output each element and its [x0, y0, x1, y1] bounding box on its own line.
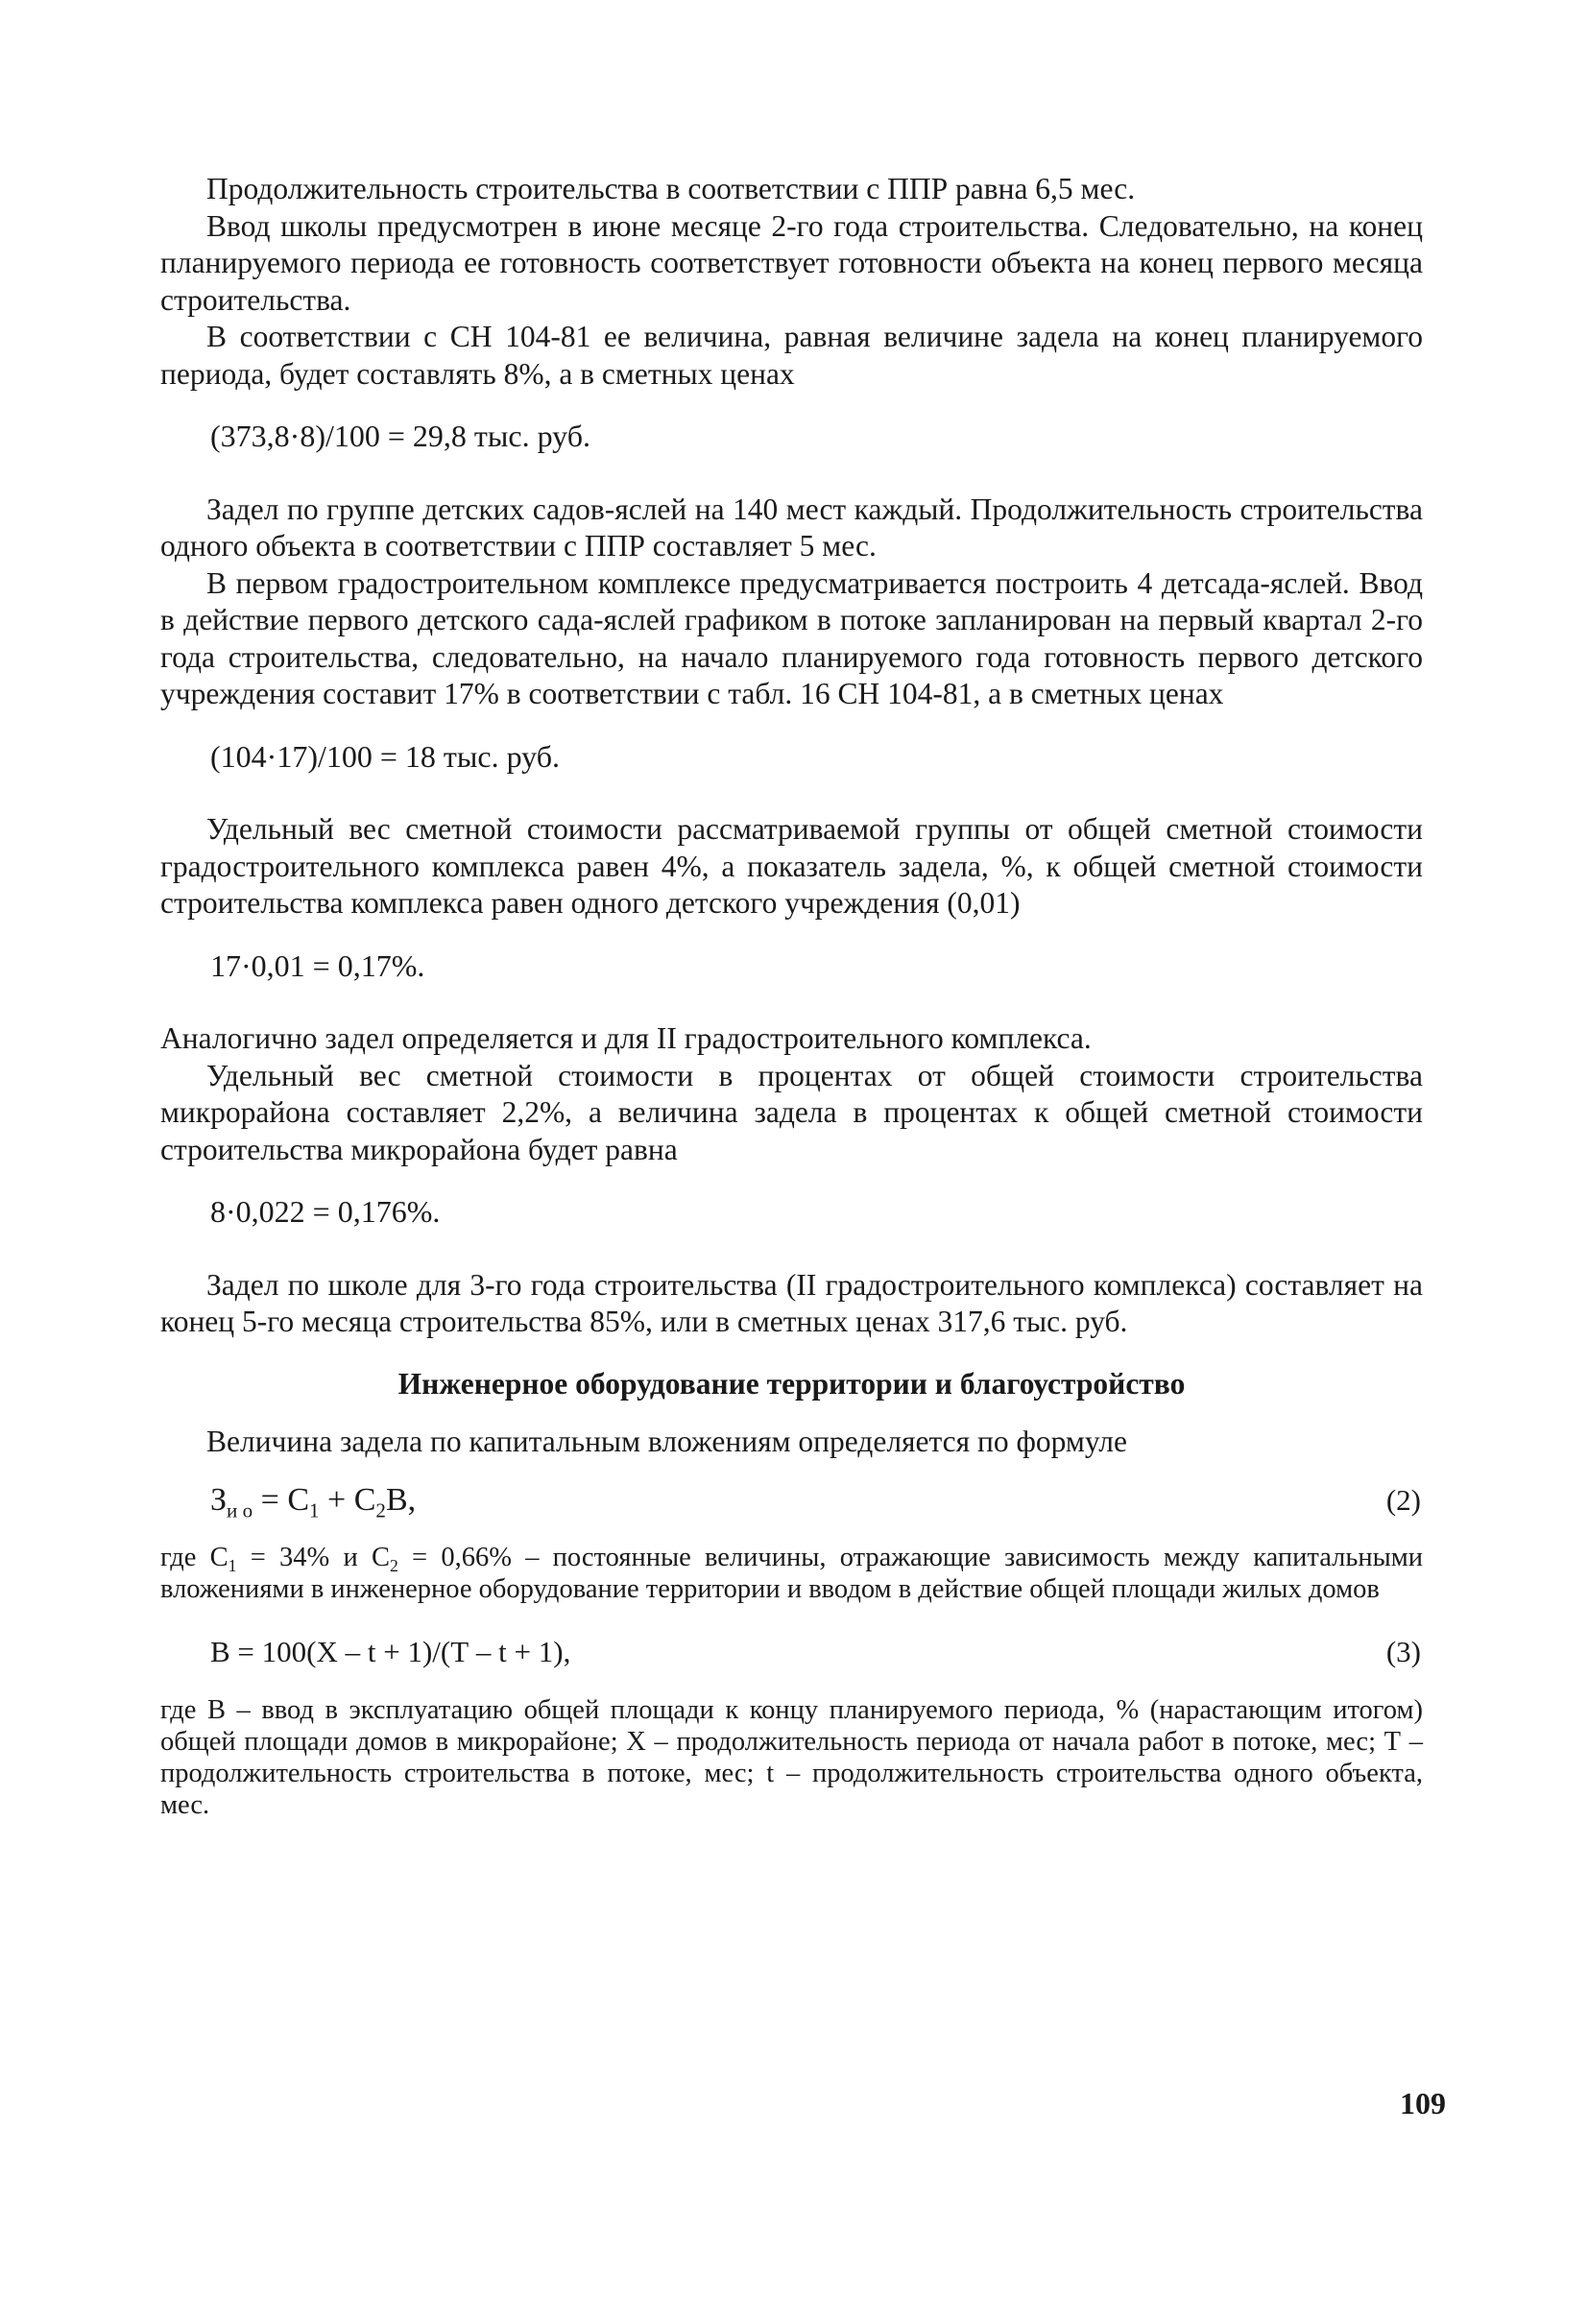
paragraph-where-constants: [160, 1542, 1423, 1605]
paragraph-school-input: Ввод школы предусмотрен в июне месяце 2-го года строительства. Следовательно, на конец планируемого периода ее готовность соответствует готовности объекта на конец первого месяца строительства.: [160, 208, 1423, 317]
where-c2-label: = 34% и С: [236, 1543, 390, 1572]
paragraph-kindergarten-group: Задел по группе детских садов-яслей на 140 мест каждый. Продолжительность строительства одного объекта в соответствии с ППР составляет 5 мес.: [160, 491, 1423, 563]
page-number: 109: [1400, 2086, 1446, 2120]
where-c1-label: где С: [160, 1543, 229, 1572]
where-constants-text: = 0,66% – постоянные величины, отражающие зависимость между капитальными вложениями в инженерное оборудование территории и вводом в действие общей площади жилых домов: [160, 1543, 1424, 1604]
paragraph-share-district: Удельный вес сметной стоимости в процентах от общей стоимости строительства микрорайона составляет 2,2%, а величина задела в процентах к общей сметной стоимости строительства микрорайона будет равна: [160, 1058, 1423, 1166]
formula-district-percent: 8·0,022 = 0,176%.: [210, 1194, 441, 1229]
paragraph-sn-value: В соответствии с СН 104-81 ее величина, равная величине задела на конец планируемого периода, будет составлять 8%, а в сметных ценах: [160, 320, 1423, 391]
equation-2-lhs: З: [210, 1481, 228, 1518]
equation-2-number: (2): [1385, 1482, 1421, 1517]
paragraph-second-complex: Аналогично задел определяется и для II градостроительного комплекса.: [160, 1021, 1092, 1055]
where-c1-sub: 1: [228, 1556, 237, 1576]
equation-3-expression: В = 100(Х – t + 1)/(Т – t + 1),: [210, 1635, 571, 1668]
paragraph-duration: Продолжительность строительства в соответствии с ППР равна 6,5 мес.: [206, 172, 1136, 205]
equation-2-c1: = С: [253, 1481, 309, 1518]
body-text: [160, 171, 1423, 1821]
paragraph-first-complex: В первом градостроительном комплексе предусматривается построить 4 детсада-яслей. Ввод в действие первого детского сада-яслей графиком в потоке запланирован на первый квартал 2-го года строительства, следовательно, на начало планируемого года готовность первого детского учреждения составит 17% в соответствии с табл. 16 СН 104-81, а в сметных ценах: [160, 565, 1423, 710]
equation-3: [210, 1634, 1423, 1671]
where-c2-sub: 2: [390, 1556, 398, 1576]
equation-2: [210, 1482, 1423, 1520]
formula-share-percent: 17·0,01 = 0,17%.: [210, 947, 425, 983]
paragraph-share-complex: Удельный вес сметной стоимости рассматриваемой группы от общей сметной стоимости градостроительного комплекса равен 4%, а показатель задела, %, к общей сметной стоимости строительства комплекса равен одного детского учреждения (0,01): [160, 812, 1423, 920]
equation-2-c2: + С: [319, 1481, 376, 1518]
formula-school-cost: (373,8·8)/100 = 29,8 тыс. руб.: [210, 419, 591, 453]
paragraph-school-third-year: Задел по школе для 3-го года строительства (II градостроительного комплекса) составляет на конец 5-го месяца строительства 85%, или в сметных ценах 317,6 тыс. руб.: [160, 1267, 1423, 1338]
equation-2-lhs-sub: и о: [227, 1497, 253, 1521]
equation-2-expression: [210, 1482, 416, 1520]
paragraph-where-variables: где В – ввод в эксплуатацию общей площади к концу планируемого периода, % (нарастающим итогом) общей площади домов в микрорайоне; Х – продолжительность периода от начала работ в потоке, мес; Т – продолжительность строительства в потоке, мес; t – продолжительность строительства одного объекта, мес.: [160, 1694, 1423, 1820]
formula-kindergarten-cost: (104·17)/100 = 18 тыс. руб.: [210, 738, 561, 774]
equation-3-number: (3): [1385, 1635, 1421, 1668]
section-heading: Инженерное оборудование территории и благоустройство: [397, 1366, 1186, 1401]
equation-2-c1-sub: 1: [309, 1497, 320, 1521]
paragraph-formula-intro: Величина задела по капитальным вложениям определяется по формуле: [206, 1425, 1127, 1458]
equation-2-b: В,: [385, 1481, 417, 1518]
equation-2-c2-sub: 2: [375, 1497, 386, 1521]
